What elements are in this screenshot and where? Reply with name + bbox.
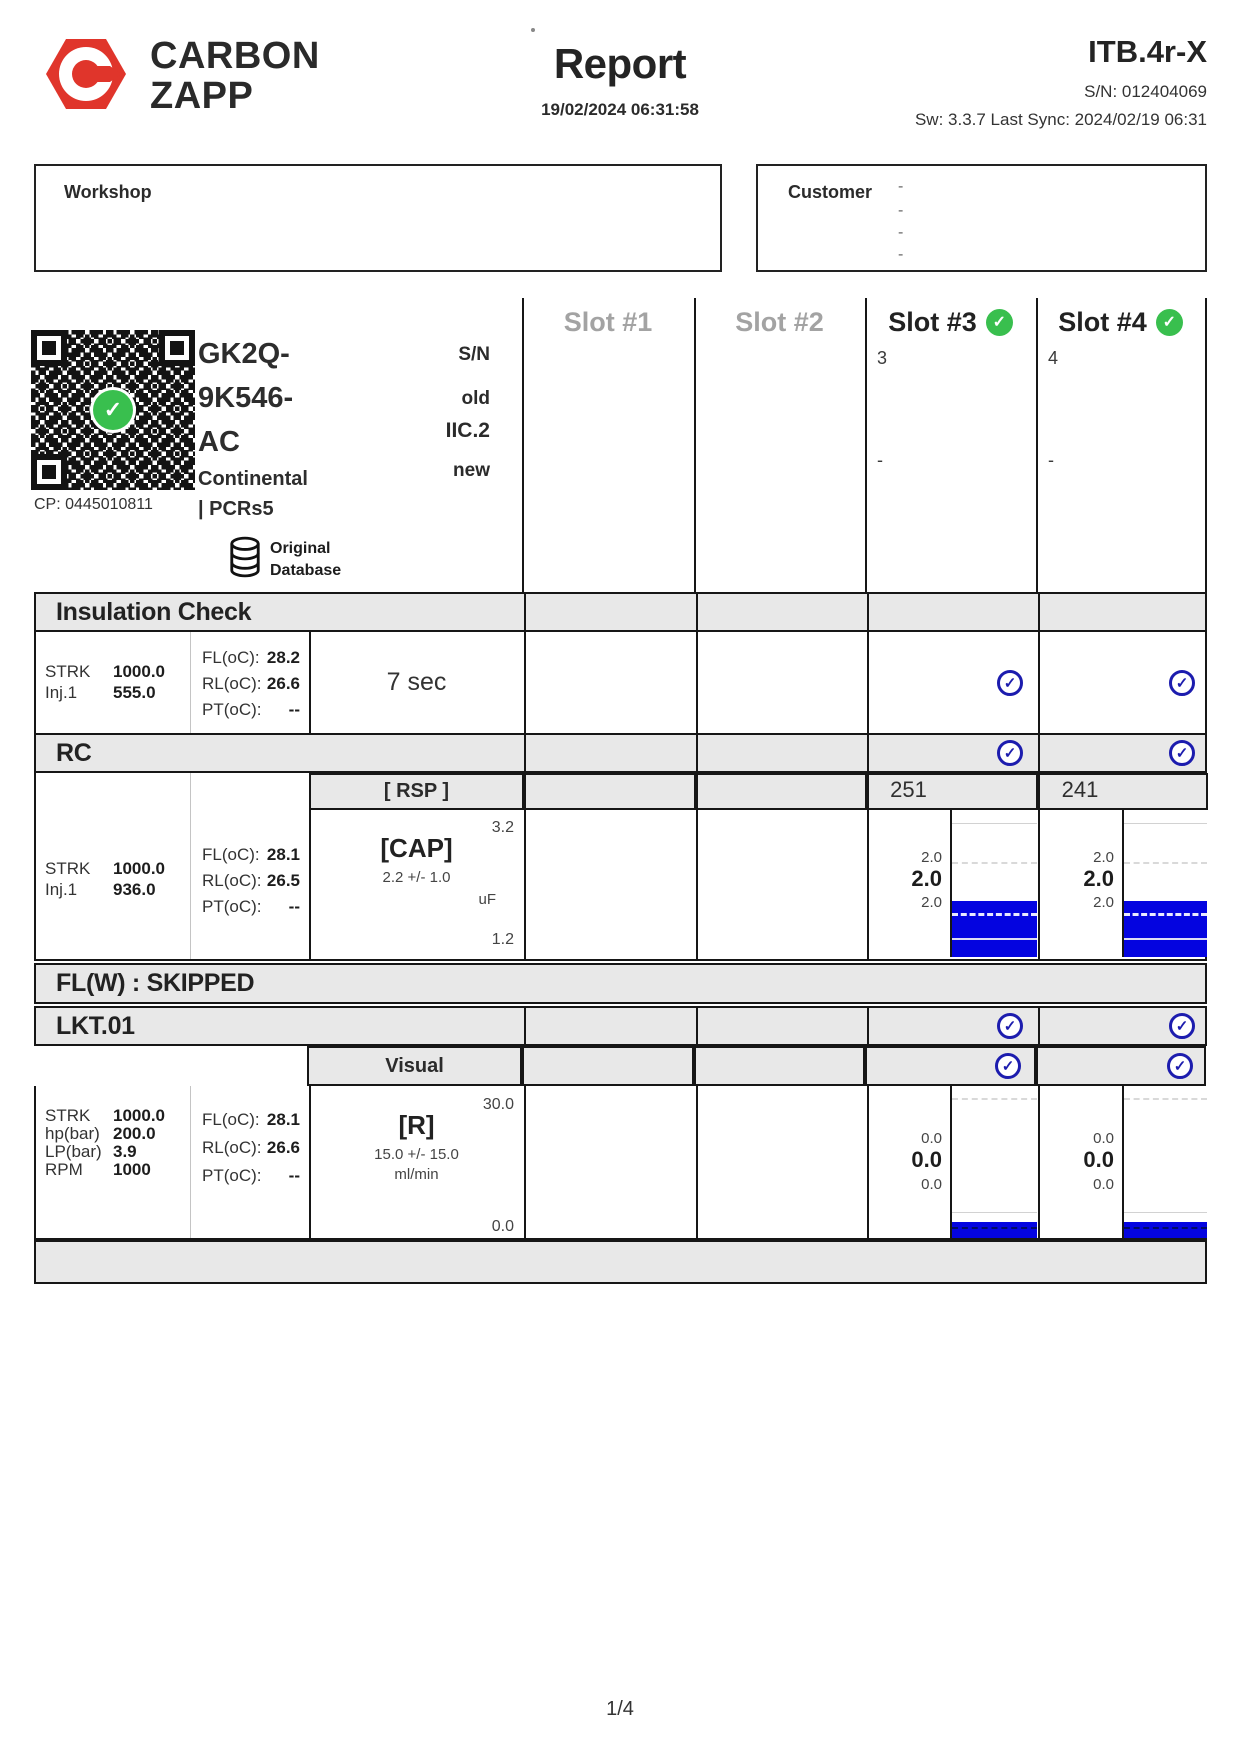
report-datetime: 19/02/2024 06:31:58 <box>541 100 699 119</box>
r-slot4-min: 0.0 <box>1093 1176 1114 1193</box>
cap-slot3-avg: 2.0 <box>911 866 942 891</box>
slot4-serial-value: 4 <box>1048 348 1059 368</box>
temp-label: PT(oC): <box>202 1166 262 1185</box>
r-slot3-max: 0.0 <box>921 1130 942 1147</box>
visual-slot2-cell <box>694 1046 865 1086</box>
report-title: Report <box>553 40 687 87</box>
cell-divider <box>524 1008 526 1044</box>
sn-row-label: S/N <box>458 344 490 365</box>
cap-slot4-max: 2.0 <box>1093 849 1114 866</box>
slot4-label: Slot #4 <box>1058 306 1147 337</box>
rc-section-header <box>34 733 1207 773</box>
temp-label: PT(oC): <box>202 700 262 719</box>
insulation-title: Insulation Check <box>56 597 252 626</box>
r-unit: ml/min <box>394 1166 439 1183</box>
cap-unit: uF <box>478 891 496 908</box>
cap-slot4-min: 2.0 <box>1093 894 1114 911</box>
slot4-header <box>1036 304 1205 340</box>
visual-slot1-cell <box>522 1046 694 1086</box>
part-number-line2: 9K546- <box>198 382 294 414</box>
rc-title: RC <box>56 738 92 767</box>
brand-line1: CARBON <box>150 35 320 77</box>
temp-label: FL(oC): <box>202 845 260 864</box>
cell-divider <box>696 1086 698 1238</box>
lkt-slot4-pass-icon: ✓ <box>1169 1013 1195 1039</box>
cap-label: [CAP] <box>380 833 453 863</box>
rsp-header: [ RSP ] <box>309 773 524 810</box>
cell-divider <box>867 735 869 771</box>
device-sync: Sw: 3.3.7 Last Sync: 2024/02/19 06:31 <box>914 110 1207 129</box>
cell-divider <box>867 632 869 733</box>
temp-value: 28.2 <box>266 648 300 667</box>
r-slot4-avg: 0.0 <box>1083 1147 1114 1172</box>
insulation-section-header <box>34 592 1207 632</box>
part-qr-code <box>31 330 195 490</box>
column-divider <box>865 298 867 592</box>
table-footer-band <box>34 1240 1207 1284</box>
visual-slot4-pass-icon: ✓ <box>1167 1053 1193 1079</box>
page-number: 1/4 <box>606 1698 634 1720</box>
customer-field-1: - <box>898 178 904 195</box>
new-row-label: new <box>453 460 490 481</box>
column-divider <box>1205 298 1207 592</box>
cap-scale-min: 1.2 <box>491 931 514 948</box>
param-value: 936.0 <box>113 880 156 899</box>
database-label <box>270 538 341 582</box>
cell-divider <box>696 1008 698 1044</box>
param-label: STRK <box>45 859 91 878</box>
cell-divider <box>867 1008 869 1044</box>
slot4-new-serial-value: - <box>1048 450 1054 470</box>
cell-divider <box>524 1086 526 1238</box>
temp-value: -- <box>288 897 300 916</box>
rsp-slot3-value: 251 <box>890 776 927 802</box>
r-label: [R] <box>398 1110 435 1140</box>
customer-field-4: - <box>898 246 904 263</box>
rsp-slot4-value: 241 <box>1061 776 1099 802</box>
cap-slot3-max: 2.0 <box>921 849 942 866</box>
param-label: STRK <box>45 662 91 681</box>
r-slot3-avg: 0.0 <box>911 1147 942 1172</box>
r-scale-min: 0.0 <box>491 1218 514 1235</box>
cap-slot3-min: 2.0 <box>921 894 942 911</box>
qr-check-icon: ✓ <box>93 390 133 430</box>
visual-slot3-pass-icon: ✓ <box>995 1053 1021 1079</box>
lkt-title: LKT.01 <box>56 1011 135 1040</box>
dot-artifact <box>531 28 535 32</box>
param-label: Inj.1 <box>45 880 78 899</box>
slot2-header <box>694 304 865 340</box>
part-number-line3: AC <box>198 426 240 458</box>
customer-field-2: - <box>898 202 904 219</box>
insulation-slot3-pass-icon: ✓ <box>997 670 1023 696</box>
r-slot4-max: 0.0 <box>1093 1130 1114 1147</box>
cell-divider <box>524 594 526 630</box>
r-slot4-bar-gauge <box>1122 1086 1207 1238</box>
column-divider <box>694 298 696 592</box>
cell-divider <box>1038 594 1040 630</box>
param-label: Inj.1 <box>45 683 78 702</box>
workshop-label: Workshop <box>64 182 152 202</box>
cell-divider <box>190 1086 191 1238</box>
rsp-slot2-cell <box>696 773 867 810</box>
cell-divider <box>524 632 526 733</box>
qr-finder-icon <box>159 330 195 366</box>
old-code-value: IIC.2 <box>445 419 490 442</box>
param-value: 1000.0 <box>113 1106 165 1125</box>
customer-box <box>756 164 1207 272</box>
slot2-label: Slot #2 <box>735 306 824 337</box>
cell-divider <box>696 735 698 771</box>
cap-slot4-bar-gauge <box>1122 810 1207 957</box>
database-label-line1: Original <box>270 540 331 557</box>
cell-divider <box>867 594 869 630</box>
cell-divider <box>1038 735 1040 771</box>
insulation-duration: 7 sec <box>386 668 447 696</box>
cap-tolerance: 2.2 +/- 1.0 <box>382 869 451 886</box>
slot4-pass-check-icon: ✓ <box>1156 309 1183 336</box>
column-divider <box>522 298 524 592</box>
qr-cp-code: CP: 0445010811 <box>34 496 153 513</box>
param-label: hp(bar) <box>45 1124 100 1143</box>
param-value: 1000.0 <box>113 662 165 681</box>
visual-row <box>34 1046 1207 1086</box>
temp-value: -- <box>288 700 300 719</box>
cell-divider <box>696 632 698 733</box>
cell-divider <box>190 773 191 959</box>
r-scale-max: 30.0 <box>482 1096 514 1113</box>
rc-slot3-pass-icon: ✓ <box>997 740 1023 766</box>
param-value: 3.9 <box>113 1142 137 1161</box>
cell-divider <box>1038 1008 1040 1044</box>
temp-value: -- <box>288 1166 300 1185</box>
qr-finder-icon <box>31 454 67 490</box>
temp-value: 28.1 <box>266 1110 300 1129</box>
column-divider <box>1036 298 1038 592</box>
old-row-label: old <box>461 388 490 409</box>
param-value: 555.0 <box>113 683 156 702</box>
device-model: ITB.4r-X <box>1088 34 1207 69</box>
slot3-header <box>865 304 1036 340</box>
qr-verified-badge <box>90 387 136 433</box>
param-value: 1000.0 <box>113 859 165 878</box>
visual-header: Visual <box>307 1046 522 1086</box>
temp-value: 28.1 <box>266 845 300 864</box>
param-value: 200.0 <box>113 1124 156 1143</box>
r-tolerance: 15.0 +/- 15.0 <box>374 1146 459 1163</box>
cap-scale-max: 3.2 <box>491 819 514 836</box>
temp-label: FL(oC): <box>202 1110 260 1129</box>
slot3-serial-value: 3 <box>877 348 888 368</box>
insulation-data-row <box>34 632 1207 733</box>
param-label: LP(bar) <box>45 1142 102 1161</box>
device-serial: S/N: 012404069 <box>1084 82 1207 101</box>
brand-wordmark <box>150 36 320 116</box>
qr-finder-icon <box>31 330 67 366</box>
param-label: RPM <box>45 1160 83 1179</box>
database-label-line2: Database <box>270 562 342 579</box>
temp-value: 26.6 <box>266 1138 300 1157</box>
temp-value: 26.6 <box>266 674 300 693</box>
slot1-header <box>522 304 694 340</box>
param-value: 1000 <box>113 1160 151 1179</box>
lkt-data-row <box>34 1086 1207 1240</box>
temp-label: RL(oC): <box>202 871 262 890</box>
carbon-zapp-logo-icon <box>36 26 136 122</box>
part-brand: Continental <box>198 468 308 490</box>
slot1-label: Slot #1 <box>563 306 653 337</box>
brand-line2: ZAPP <box>150 75 254 117</box>
r-slot3-min: 0.0 <box>921 1176 942 1193</box>
rc-data-row <box>34 773 1207 961</box>
temp-label: RL(oC): <box>202 1138 262 1157</box>
customer-field-3: - <box>898 224 904 241</box>
temp-value: 26.5 <box>266 871 300 890</box>
cell-divider <box>696 594 698 630</box>
customer-label: Customer <box>788 182 873 202</box>
database-icon <box>228 536 262 578</box>
cap-slot4-avg: 2.0 <box>1083 866 1114 891</box>
temp-label: FL(oC): <box>202 648 260 667</box>
slot3-label: Slot #3 <box>888 306 977 337</box>
workshop-box <box>34 164 722 272</box>
insulation-slot4-pass-icon: ✓ <box>1169 670 1195 696</box>
cell-divider <box>524 735 526 771</box>
cell-divider <box>1038 632 1040 733</box>
lkt-slot3-pass-icon: ✓ <box>997 1013 1023 1039</box>
temp-label: PT(oC): <box>202 897 262 916</box>
flw-title: FL(W) : SKIPPED <box>56 969 255 997</box>
lkt-section-header <box>34 1006 1207 1046</box>
rsp-slot1-cell <box>524 773 696 810</box>
temp-label: RL(oC): <box>202 674 262 693</box>
part-number-line1: GK2Q- <box>198 338 290 370</box>
cell-divider <box>190 632 191 733</box>
param-label: STRK <box>45 1106 91 1125</box>
part-series: | PCRs5 <box>198 498 274 520</box>
flw-section-header <box>34 963 1207 1004</box>
slot3-pass-check-icon: ✓ <box>986 309 1013 336</box>
rc-slot4-pass-icon: ✓ <box>1169 740 1195 766</box>
slot3-new-serial-value: - <box>877 450 883 470</box>
